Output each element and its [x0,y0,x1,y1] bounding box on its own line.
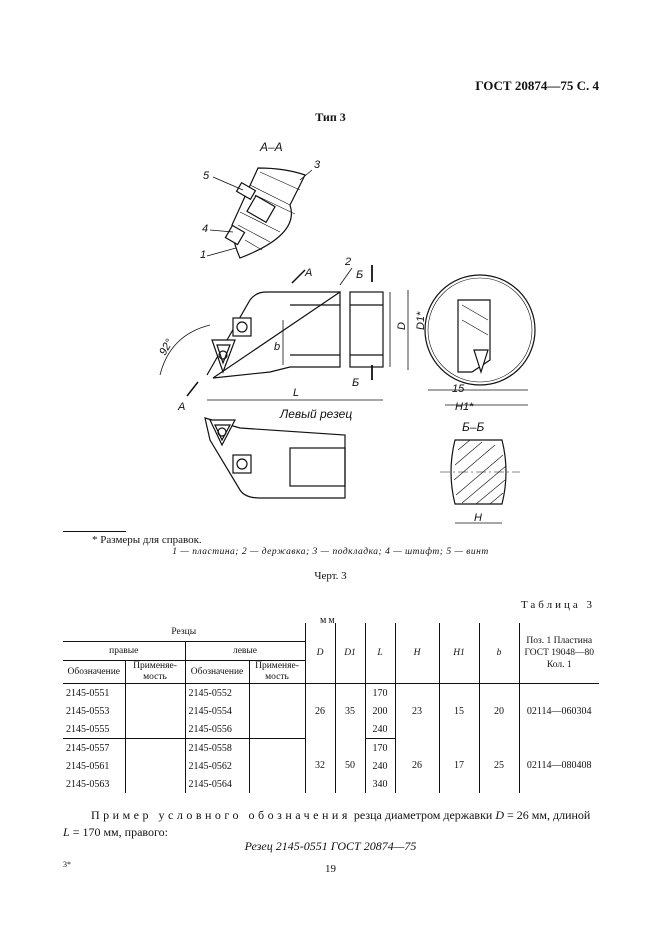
figure-label: Черт. 3 [314,570,347,582]
callout-1: 1 [200,249,207,261]
section-bb-view [440,440,520,523]
cell-d1: 50 [335,739,365,794]
section-aa-view [207,168,312,258]
designation-example: Резец 2145-0551 ГОСТ 20874—75 [244,839,417,853]
footnote: * Размеры для справок. [92,534,202,546]
table-row [63,739,599,758]
header-cutters: Резцы [63,623,305,642]
example-paragraph [63,807,599,841]
header-d: D [305,623,335,684]
cell-h1: 17 [439,739,479,794]
dim-h1: H1* [455,401,474,413]
example-d: D [495,808,505,822]
cell-applicability [125,775,185,793]
header-h: H [395,623,439,684]
header-insert: Поз. 1 Пластина ГОСТ 19048—80 Кол. 1 [519,623,599,684]
end-view [425,275,535,405]
cell-d: 32 [305,739,335,794]
header-l: L [365,623,395,684]
cell-insert: 02114—060304 [519,684,599,739]
footnote-rule [63,531,126,532]
cell-applicability [125,739,185,758]
cell-left: 2145-0558 [185,739,249,758]
header-right: правые [63,642,185,661]
cell-l: 240 [365,757,395,775]
cell-left: 2145-0556 [185,720,249,739]
example-text-2: = 26 мм, длиной [504,808,591,822]
cell-applicability [249,702,305,720]
callout-3: 3 [314,159,321,171]
marker-a-bottom: А [178,401,186,413]
cell-applicability [249,757,305,775]
cell-applicability [249,739,305,758]
cell-h1: 15 [439,684,479,739]
cell-left: 2145-0564 [185,775,249,793]
section-aa-label: А–А [260,140,283,154]
callout-4: 4 [202,223,209,235]
table-row [63,684,599,703]
cell-applicability [249,684,305,703]
dim-d: D [396,322,408,330]
page-header: ГОСТ 20874—75 С. 4 [475,78,599,93]
table-units: мм [320,615,337,626]
cell-l: 170 [365,739,395,758]
cell-b: 25 [479,739,519,794]
dim-15: 15 [452,383,465,395]
cell-applicability [125,702,185,720]
dim-b: b [274,341,281,353]
marker-a-top: А [305,267,313,279]
dim-h: H [474,512,482,524]
marker-b-top: Б [356,269,364,281]
cell-right: 2145-0551 [66,687,110,699]
cell-applicability [125,720,185,739]
cell-right: 2145-0553 [66,705,110,717]
cell-left: 2145-0552 [185,684,249,703]
cell-right: 2145-0555 [63,720,125,739]
dim-l: L [293,387,300,399]
cell-h: 26 [395,739,439,794]
cell-right: 2145-0561 [66,760,110,772]
example-lead: Пример условного обозначения [91,808,351,822]
header-h1: H1 [439,623,479,684]
page-number: 19 [325,863,336,875]
cell-l: 170 [365,684,395,703]
cell-b: 20 [479,684,519,739]
header-d1: D1 [335,623,365,684]
cell-h: 23 [395,684,439,739]
angle-label: 92° [157,337,176,358]
cell-insert: 02114—080408 [519,739,599,794]
header-b: b [479,623,519,684]
cell-right: 2145-0563 [66,778,110,790]
cell-applicability [249,720,305,739]
cell-right: 2145-0557 [66,742,110,754]
type-title: Тип 3 [315,110,346,124]
cell-applicability [249,775,305,793]
corner-mark: 3* [63,860,71,869]
cell-d: 26 [305,684,335,739]
cell-l: 240 [365,720,395,739]
callout-2: 2 [345,256,352,268]
header-applicability-left: Применяе-мость [249,661,305,684]
cell-applicability [125,757,185,775]
drawing-caption: Левый резец [280,407,353,421]
left-cutter-view [205,418,345,498]
header-designation-left: Обозначение [185,661,249,684]
section-bb-label: Б–Б [462,420,485,434]
example-text-1: резца диаметром державки [350,808,496,822]
cell-applicability [125,684,185,703]
callout-5: 5 [203,170,210,182]
main-view [160,265,408,400]
technical-drawing [0,130,661,530]
cell-l: 200 [365,702,395,720]
header-left: левые [185,642,305,661]
example-text-3: = 170 мм, правого: [69,825,168,839]
cell-left: 2145-0554 [185,702,249,720]
table-3 [63,623,599,793]
header-applicability-right: Применяе-мость [125,661,185,684]
cell-l: 340 [365,775,395,793]
cell-left: 2145-0562 [185,757,249,775]
example-l: L [63,825,70,839]
legend: 1 — пластина; 2 — державка; 3 — подкладка; 4 — штифт; 5 — винт [172,547,489,557]
header-designation-right: Обозначение [63,661,125,684]
table-title: Таблица 3 [520,599,595,611]
marker-b-bottom: Б [352,377,360,389]
cell-d1: 35 [335,684,365,739]
dim-d1: D1* [415,311,427,330]
